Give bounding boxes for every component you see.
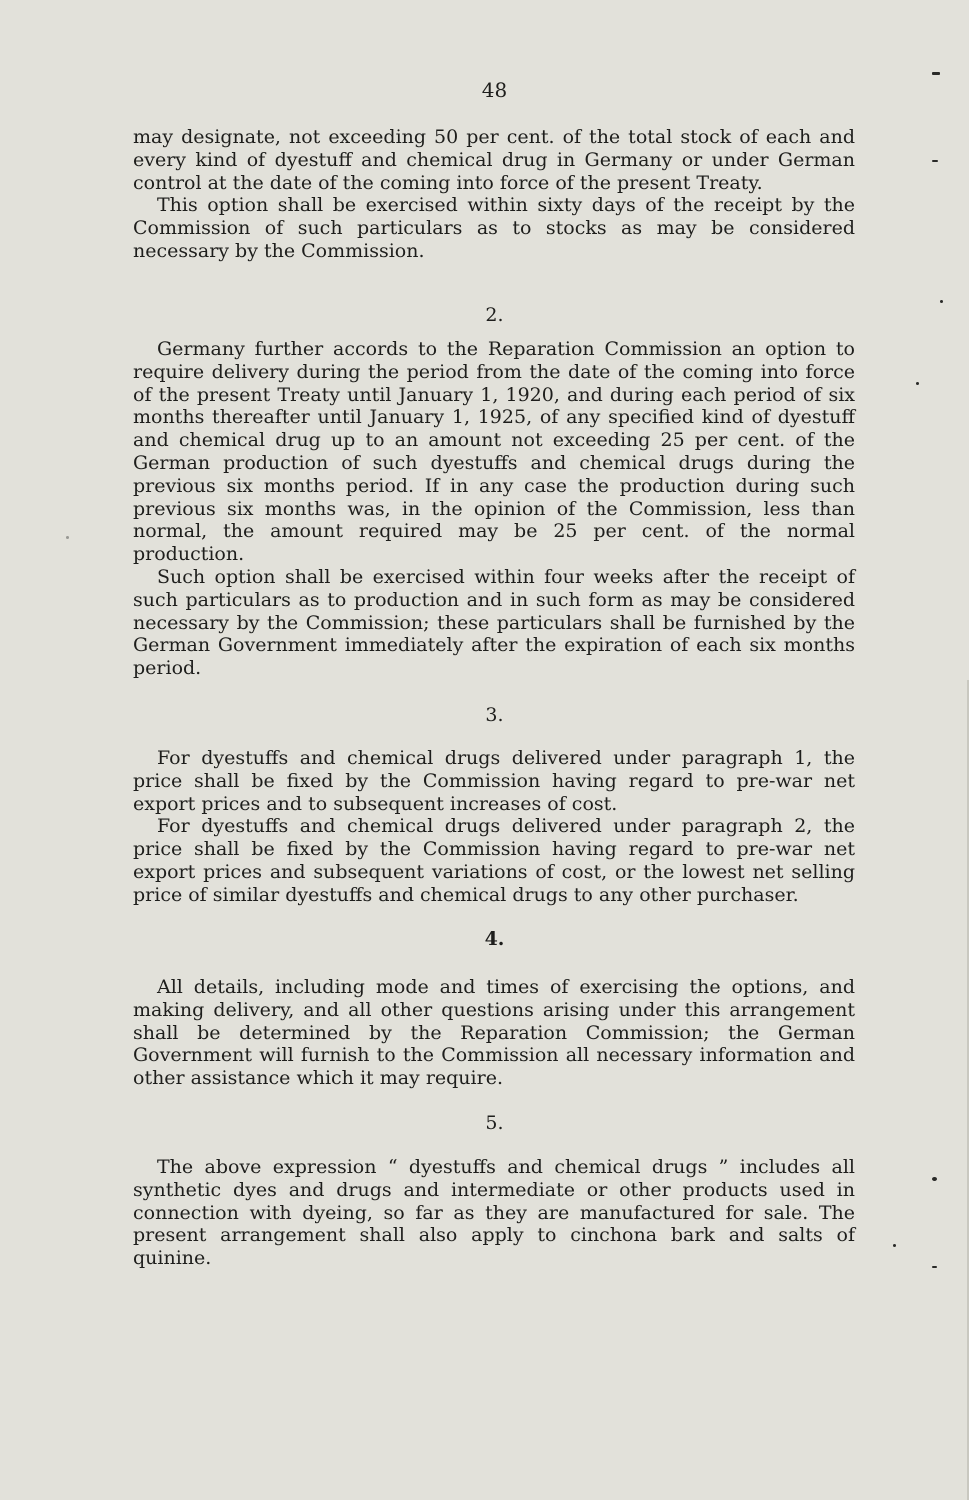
margin-speck <box>940 300 943 303</box>
paragraph: may designate, not exceeding 50 per cent. of the total stock of each and every kind of dyestuff and chemical drug in Germany or under German control at the date of the coming into force of the present Treaty. <box>133 126 855 194</box>
margin-speck <box>893 1244 896 1247</box>
page-number: 48 <box>481 78 508 102</box>
section-heading-5: 5. <box>485 1112 504 1134</box>
paragraph: This option shall be exercised within sixty days of the receipt by the Commission of such particulars as to stocks as may be considered necessary by the Commission. <box>133 194 855 262</box>
section-2-body <box>133 338 855 680</box>
section-heading-4: 4. <box>484 928 505 950</box>
margin-speck <box>932 1177 937 1181</box>
paragraph: For dyestuffs and chemical drugs delivered under paragraph 1, the price shall be fixed by the Commission having regard to pre-war net export prices and to subsequent increases of cost. <box>133 747 855 815</box>
margin-speck <box>66 536 69 539</box>
section-5-body <box>133 1156 855 1270</box>
paragraph: The above expression “ dyestuffs and chemical drugs ” includes all synthetic dyes and drugs and intermediate or other products used in connection with dyeing, so far as they are manufactured for sale. The present arrangement shall also apply to cinchona bark and salts of quinine. <box>133 1156 855 1270</box>
section-heading-3: 3. <box>485 704 504 726</box>
paragraph: For dyestuffs and chemical drugs delivered under paragraph 2, the price shall be fixed by the Commission having regard to pre-war net export prices and subsequent variations of cost, or the lowest net selling price of similar dyestuffs and chemical drugs to any other purchaser. <box>133 815 855 906</box>
margin-speck <box>932 72 940 75</box>
paragraph: All details, including mode and times of exercising the options, and making delivery, and all other questions arising under this arrangement shall be determined by the Reparation Commission; the German Government will furnish to the Commission all necessary information and other assistance which it may require. <box>133 976 855 1090</box>
margin-speck <box>932 160 938 162</box>
margin-speck <box>916 382 919 385</box>
margin-speck <box>932 1266 937 1268</box>
section-3-body <box>133 747 855 907</box>
paragraph: Germany further accords to the Reparation Commission an option to require delivery during the period from the date of the coming into force of the present Treaty until January 1, 1920, and during each period of six months thereafter until January 1, 1925, of any specified kind of dyestuff and chemical drug up to an amount not exceeding 25 per cent. of the German production of such dyestuffs and chemical drugs during the previous six months period. If in any case the production during such previous six months was, in the opinion of the Commission, less than normal, the amount required may be 25 per cent. of the normal production. <box>133 338 855 566</box>
section-4-body <box>133 976 855 1090</box>
paragraph: Such option shall be exercised within four weeks after the receipt of such particulars as to production and in such form as may be considered necessary by the Commission; these particulars shall be furnished by the German Government immediately after the expiration of each six months period. <box>133 565 855 680</box>
section-heading-2: 2. <box>485 304 504 326</box>
continuation-block <box>133 126 855 263</box>
